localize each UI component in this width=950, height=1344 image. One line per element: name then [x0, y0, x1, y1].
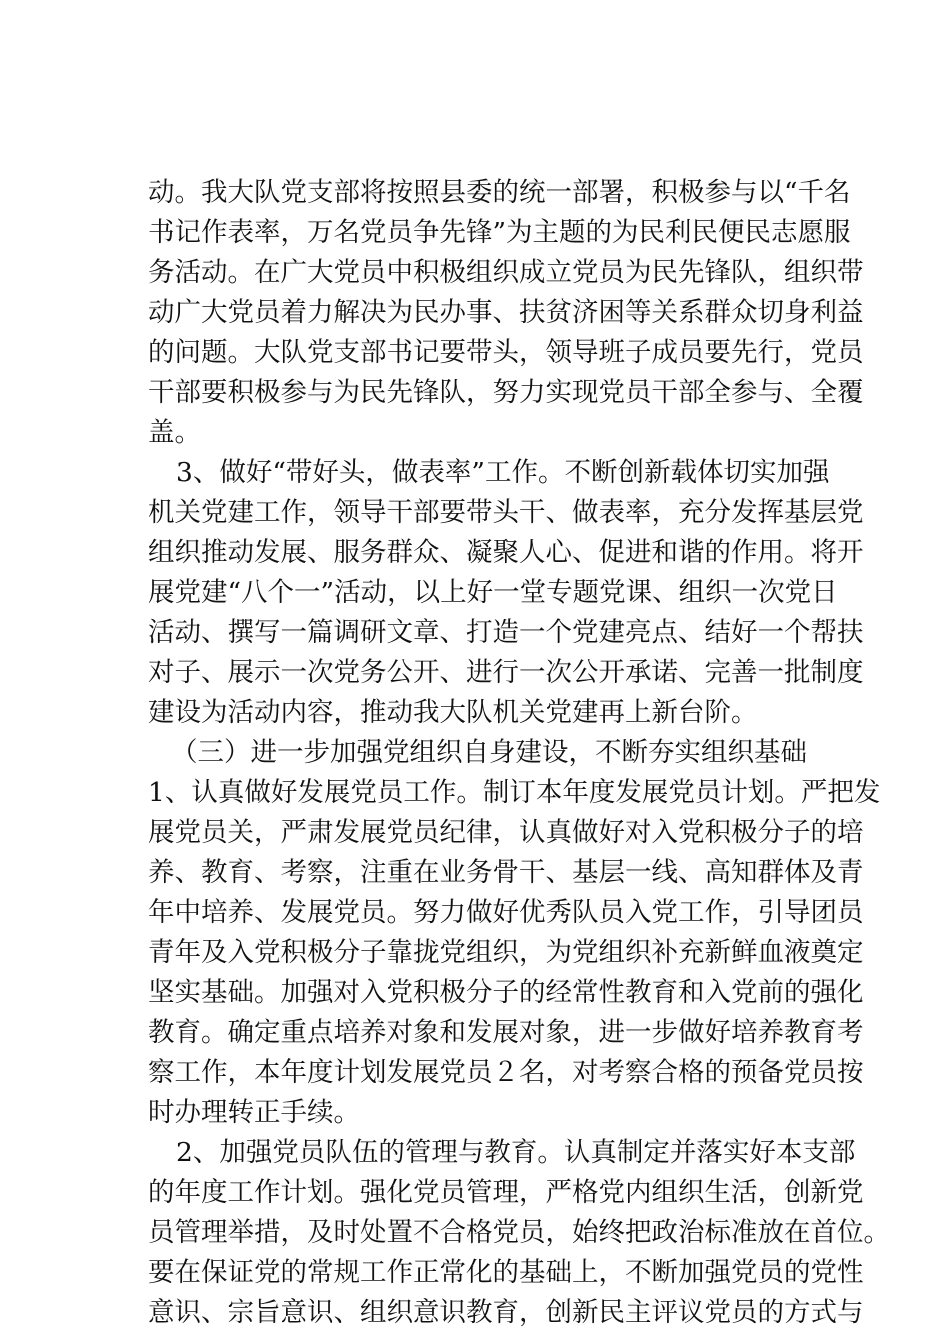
text-line [0, 613, 950, 653]
text-line [0, 813, 950, 853]
text-line-content: 活动、撰写一篇调研文章、打造一个党建亮点、结好一个帮扶 [148, 617, 864, 648]
text-line [0, 493, 950, 533]
text-line [0, 453, 950, 493]
text-line [0, 573, 950, 613]
text-line [0, 1213, 950, 1253]
text-line-content: 1、认真做好发展党员工作。制订本年度发展党员计划。严把发 [148, 777, 881, 808]
text-line [0, 1013, 950, 1053]
text-line-content: 3、做好“带好头，做表率”工作。不断创新载体切实加强 [176, 457, 830, 488]
text-line-content: 年中培养、发展党员。努力做好优秀队员入党工作，引导团员 [148, 897, 864, 928]
text-line-content: 坚实基础。加强对入党积极分子的经常性教育和入党前的强化 [148, 977, 864, 1008]
text-line [0, 973, 950, 1013]
text-line [0, 1253, 950, 1293]
text-line-content: 要在保证党的常规工作正常化的基础上，不断加强党员的党性 [148, 1257, 864, 1288]
text-line [0, 733, 950, 773]
text-line-content: 意识、宗旨意识、组织意识教育，创新民主评议党员的方式与 [148, 1297, 864, 1328]
text-line [0, 853, 950, 893]
text-line-content: 教育。确定重点培养对象和发展对象，进一步做好培养教育考 [148, 1017, 864, 1048]
text-line-content: 盖。 [148, 417, 201, 448]
text-line-content: 展党建“八个一”活动，以上好一堂专题党课、组织一次党日 [148, 577, 838, 608]
text-line-content: 青年及入党积极分子靠拢党组织，为党组织补充新鲜血液奠定 [148, 937, 864, 968]
text-line [0, 253, 950, 293]
text-line-content: 干部要积极参与为民先锋队，努力实现党员干部全参与、全覆 [148, 377, 864, 408]
text-line [0, 653, 950, 693]
text-line [0, 693, 950, 733]
text-line-content: 员管理举措，及时处置不合格党员，始终把政治标准放在首位。 [148, 1217, 890, 1248]
text-line-content: 动。我大队党支部将按照县委的统一部署，积极参与以“千名 [148, 177, 851, 208]
text-line [0, 213, 950, 253]
text-line [0, 1293, 950, 1333]
text-line-content: 书记作表率，万名党员争先锋”为主题的为民利民便民志愿服 [148, 217, 851, 248]
text-line [0, 173, 950, 213]
text-line-content: （三）进一步加强党组织自身建设，不断夯实组织基础 [171, 737, 807, 768]
text-line [0, 893, 950, 933]
text-line-content: 机关党建工作，领导干部要带头干、做表率，充分发挥基层党 [148, 497, 864, 528]
text-line-content: 组织推动发展、服务群众、凝聚人心、促进和谐的作用。将开 [148, 537, 864, 568]
text-line [0, 933, 950, 973]
text-line-content: 务活动。在广大党员中积极组织成立党员为民先锋队，组织带 [148, 257, 864, 288]
text-line [0, 773, 950, 813]
text-line [0, 293, 950, 333]
text-line-content: 养、教育、考察，注重在业务骨干、基层一线、高知群体及青 [148, 857, 864, 888]
text-line [0, 533, 950, 573]
text-line-content: 展党员关，严肃发展党员纪律，认真做好对入党积极分子的培 [148, 817, 864, 848]
text-line-content: 对子、展示一次党务公开、进行一次公开承诺、完善一批制度 [148, 657, 864, 688]
text-line-content: 建设为活动内容，推动我大队机关党建再上新台阶。 [148, 697, 758, 728]
text-line-content: 的年度工作计划。强化党员管理，严格党内组织生活，创新党 [148, 1177, 864, 1208]
text-line-content: 察工作，本年度计划发展党员２名，对考察合格的预备党员按 [148, 1057, 864, 1088]
text-line [0, 1093, 950, 1133]
text-line-content: 的问题。大队党支部书记要带头，领导班子成员要先行，党员 [148, 337, 864, 368]
text-line [0, 373, 950, 413]
text-line [0, 1133, 950, 1173]
text-line-content: 时办理转正手续。 [148, 1097, 360, 1128]
text-line [0, 1173, 950, 1213]
text-line [0, 1053, 950, 1093]
text-line [0, 413, 950, 453]
text-line-content: 2、加强党员队伍的管理与教育。认真制定并落实好本支部 [176, 1137, 856, 1168]
text-line-content: 动广大党员着力解决为民办事、扶贫济困等关系群众切身利益 [148, 297, 864, 328]
text-line [0, 333, 950, 373]
